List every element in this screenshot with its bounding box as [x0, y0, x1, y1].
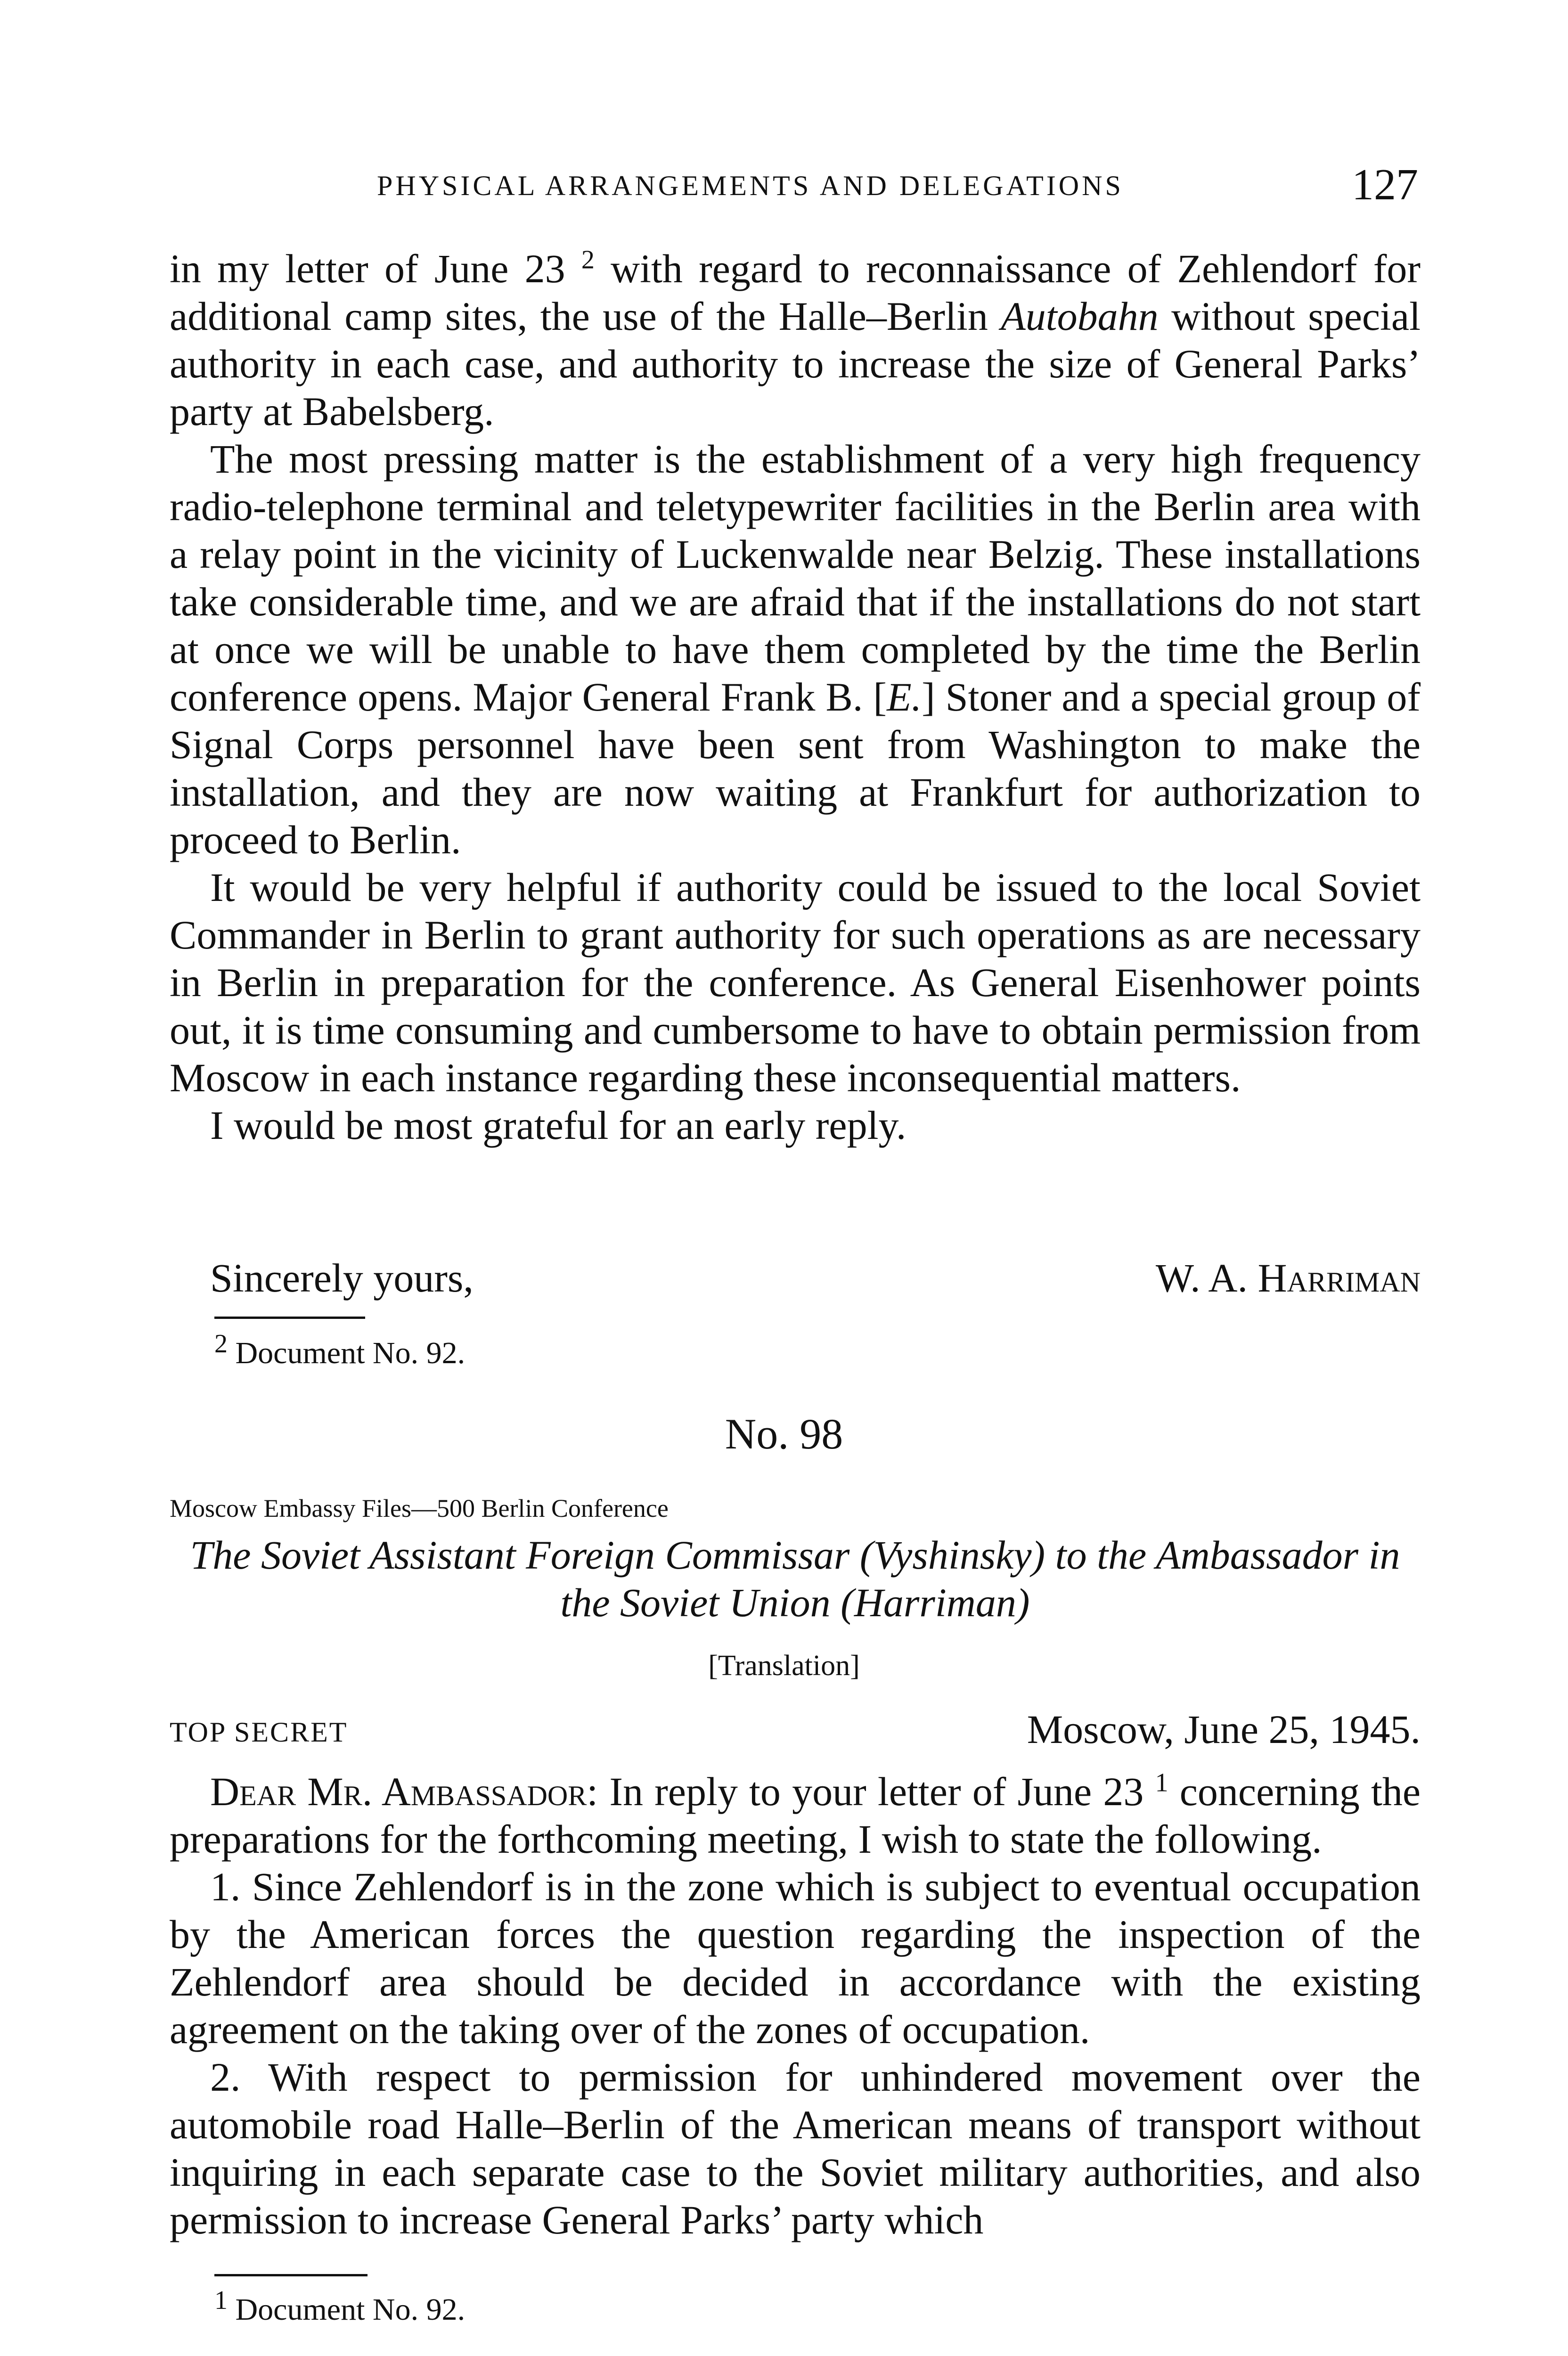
- letter-paragraph-2: [170, 435, 1421, 864]
- italic-initial: E.: [887, 674, 922, 720]
- letter-body: [170, 245, 1421, 1149]
- salutation: Dear Mr. Ambassador:: [210, 1769, 598, 1814]
- footnote-text: Document No. 92.: [235, 2292, 466, 2327]
- running-head: PHYSICAL ARRANGEMENTS AND DELEGATIONS: [377, 170, 1124, 201]
- letter-paragraph-4: I would be most grateful for an early reply.: [210, 1103, 906, 1148]
- text-run: with regard to reconnaissance of Zehlendorf for additional camp sites, the use of the Halle–Berlin: [170, 246, 1421, 339]
- closing: Sincerely yours,: [210, 1255, 474, 1301]
- title-text: ): [1016, 1580, 1030, 1625]
- footnote-marker: 1: [214, 2286, 228, 2315]
- footnote: [214, 1329, 466, 1372]
- text-run: In reply to your letter of June 23: [609, 1769, 1144, 1814]
- text-run: in my letter of June 23: [170, 246, 565, 291]
- translation-note: [Translation]: [708, 1650, 860, 1682]
- closing-line: [170, 1254, 1421, 1302]
- text-run: without special authority in each case, and authority to increase the size of General Parks’ party at Babelsberg.: [170, 294, 1421, 434]
- footnote: [214, 2286, 466, 2329]
- source-citation: Moscow Embassy Files—500 Berlin Conference: [170, 1494, 669, 1522]
- document-title: [170, 1531, 1421, 1627]
- dateline: Moscow, June 25, 1945.: [1027, 1707, 1421, 1752]
- title-text: The Soviet Assistant Foreign Commissar (: [190, 1532, 874, 1578]
- text-run: The most pressing matter is the establishment of a very high frequency radio-telephone terminal and teletypewriter facilities in the Berlin area with a relay point in the vicinity of Luckenwalde near Belzig. These installations take considerable time, and we are afraid that if the installations do not start at once we will be unable to have them completed by the time the Berlin conference opens. Major General Frank B. [: [170, 436, 1421, 720]
- footnote-marker: 2: [214, 1329, 228, 1358]
- text-run: ] Stoner and a special group of Signal Corps personnel have been sent from Washington to make the installation, and they are now waiting at Frankfurt for authorization to proceed to Berlin.: [170, 674, 1421, 862]
- footnote-divider: [214, 1317, 365, 1319]
- document-body: [170, 1768, 1421, 2244]
- title-name: Harriman: [854, 1580, 1016, 1625]
- document-number: No. 98: [725, 1410, 843, 1458]
- italic-term: Autobahn: [1001, 294, 1159, 339]
- document-paragraph-3: 2. With respect to permission for unhindered movement over the automobile road Halle–Berlin of the American means of transport without inquiring in each separate case to the Soviet military authorities, and also permission to increase General Parks’ party which: [170, 2054, 1421, 2242]
- footnote-reference: 1: [1155, 1768, 1168, 1798]
- footnote-reference: 2: [581, 245, 595, 275]
- document-paragraph-2: 1. Since Zehlendorf is in the zone which is subject to eventual occupation by the American forces the question regarding the inspection of the Zehlendorf area should be decided in accordance with the existing agreement on the taking over of the zones of occupation.: [170, 1864, 1421, 2052]
- document-paragraph-1: [170, 1768, 1421, 1863]
- footnote-text: Document No. 92.: [235, 1336, 466, 1370]
- text-run: concerning the preparations for the forthcoming meeting, I wish to state the following.: [170, 1769, 1421, 1862]
- classification-label: TOP SECRET: [170, 1717, 348, 1748]
- title-name: Vyshinsky: [873, 1532, 1032, 1578]
- footnote-divider: [214, 2274, 368, 2276]
- letter-paragraph-3: It would be very helpful if authority could be issued to the local Soviet Commander in Berlin to grant authority for such operations as are necessary in Berlin in preparation for the conference. As General Eisenhower points out, it is time consuming and cumbersome to have to obtain permission from Moscow in each instance regarding these inconsequential matters.: [170, 865, 1421, 1100]
- page-number: 127: [1352, 160, 1418, 209]
- signature: W. A. Harriman: [1155, 1255, 1421, 1301]
- title-text: ) to the Ambassador in the Soviet Union (: [560, 1532, 1400, 1625]
- letter-paragraph-1: [170, 245, 1421, 435]
